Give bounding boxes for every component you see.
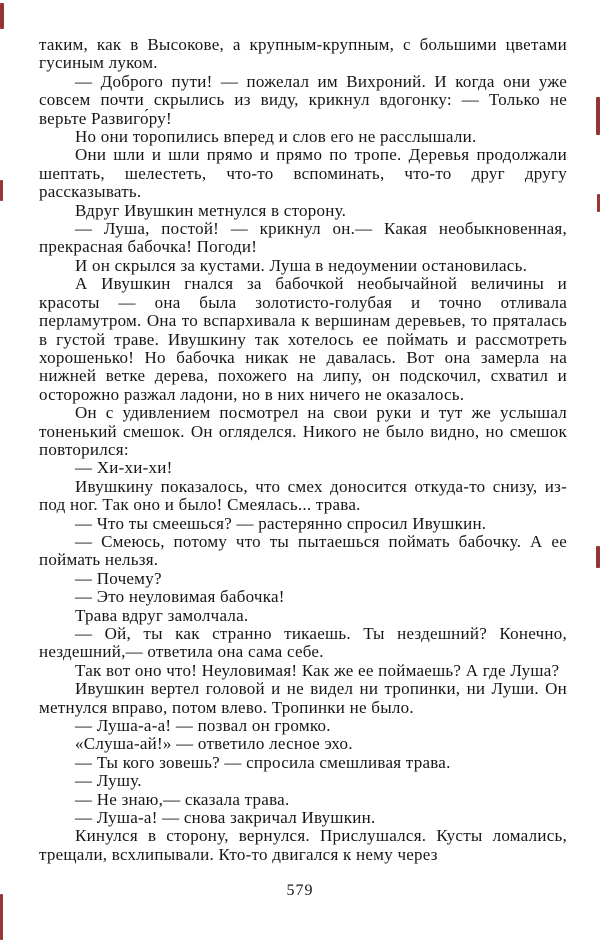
page-number: 579 — [286, 882, 314, 899]
paragraph-dialogue: — Ой, ты как странно тикаешь. Ты нездешний? Конечно, нездешний,— ответила она сама себе. — [39, 624, 567, 662]
paragraph: Они шли и шли прямо и прямо по тропе. Деревья продолжали шептать, шелестеть, что-то вспоминать, что-то друг другу рассказывать. — [39, 145, 567, 202]
scan-edge-mark — [0, 894, 3, 940]
paragraph: Ивушкину показалось, что смех доносится откуда-то снизу, из-под ног. Так оно и было! Смеялась... трава. — [39, 476, 567, 515]
scan-edge-mark — [0, 180, 3, 201]
paragraph-dialogue: — Ты кого зовешь? — спросила смешливая трава. — [75, 752, 451, 772]
paragraph: — Луша, постой! — крикнул он.— Какая необыкновенная, прекрасная бабочка! Погоди! — [39, 219, 567, 257]
paragraph: Вдруг Ивушкин метнулся в сторону. — [75, 200, 347, 220]
paragraph: Трава вдруг замолчала. — [75, 605, 249, 625]
paragraph: Он с удивлением посмотрел на свои руки и тут же услышал тоненький смешок. Он огляделся. Никого не было видно, но смешок повторился: — [39, 403, 567, 459]
paragraph: Так вот оно что! Неуловимая! Как же ее поймаешь? А где Луша? — [75, 660, 560, 680]
paragraph-dialogue: — Смеюсь, потому что ты пытаешься поймать бабочку. А ее поймать нельзя. — [39, 531, 567, 570]
paragraph-dialogue: — Почему? — [75, 568, 162, 588]
paragraph-dialogue: — Это неуловимая бабочка! — [75, 587, 285, 607]
paragraph-dialogue: — Луша-а! — снова закричал Ивушкин. — [75, 808, 376, 828]
paragraph-dialogue: — Не знаю,— сказала трава. — [75, 789, 290, 809]
scan-edge-mark — [0, 3, 4, 29]
paragraph: И он скрылся за кустами. Луша в недоумении остановилась. — [75, 255, 528, 275]
paragraph-dialogue: — Хи-хи-хи! — [75, 458, 173, 478]
paragraph: Ивушкин вертел головой и не видел ни тропинки, ни Луши. Он метнулся вправо, потом влево. Тропинки не было. — [39, 679, 567, 717]
scan-edge-mark — [596, 546, 600, 568]
scan-edge-mark — [596, 97, 600, 135]
paragraph-dialogue: «Слуша-ай!» — ответило лесное эхо. — [75, 734, 353, 754]
paragraph: Но они торопились вперед и слов его не расслышали. — [75, 127, 477, 147]
paragraph-dialogue: — Что ты смеешься? — растерянно спросил Ивушкин. — [75, 513, 487, 533]
paragraph-dialogue: — Лушу. — [75, 771, 142, 791]
paragraph: Кинулся в сторону, вернулся. Прислушался. Кусты ломались, трещали, всхлипывали. Кто-то двигался к нему через — [39, 826, 567, 864]
paragraph-continuation: таким, как в Высокове, а крупным-крупным, с большими цветами гусиным луком. — [39, 35, 567, 73]
page-text — [39, 36, 567, 864]
paragraph: А Ивушкин гнался за бабочкой необычайной величины и красоты — она была золотисто-голубая и точно отливала перламутром. Она то вспархивала к вершинам деревьев, то пряталась в густой траве. Ивушкину так хотелось ее поймать и рассмотреть хорошенько! Но бабочка никак не давалась. Вот она замерла на нижней ветке дерева, похожего на липу, он подскочил, схватил и осторожно разжал ладони, но в них ничего не оказалось. — [39, 274, 567, 404]
paragraph: — Доброго пути! — пожелал им Вихроний. И когда они уже совсем почти скрылись из виду, крикнул вдогонку: — Только не верьте Развиго́ру! — [39, 71, 567, 128]
paragraph-dialogue: — Луша-а-а! — позвал он громко. — [75, 716, 331, 736]
